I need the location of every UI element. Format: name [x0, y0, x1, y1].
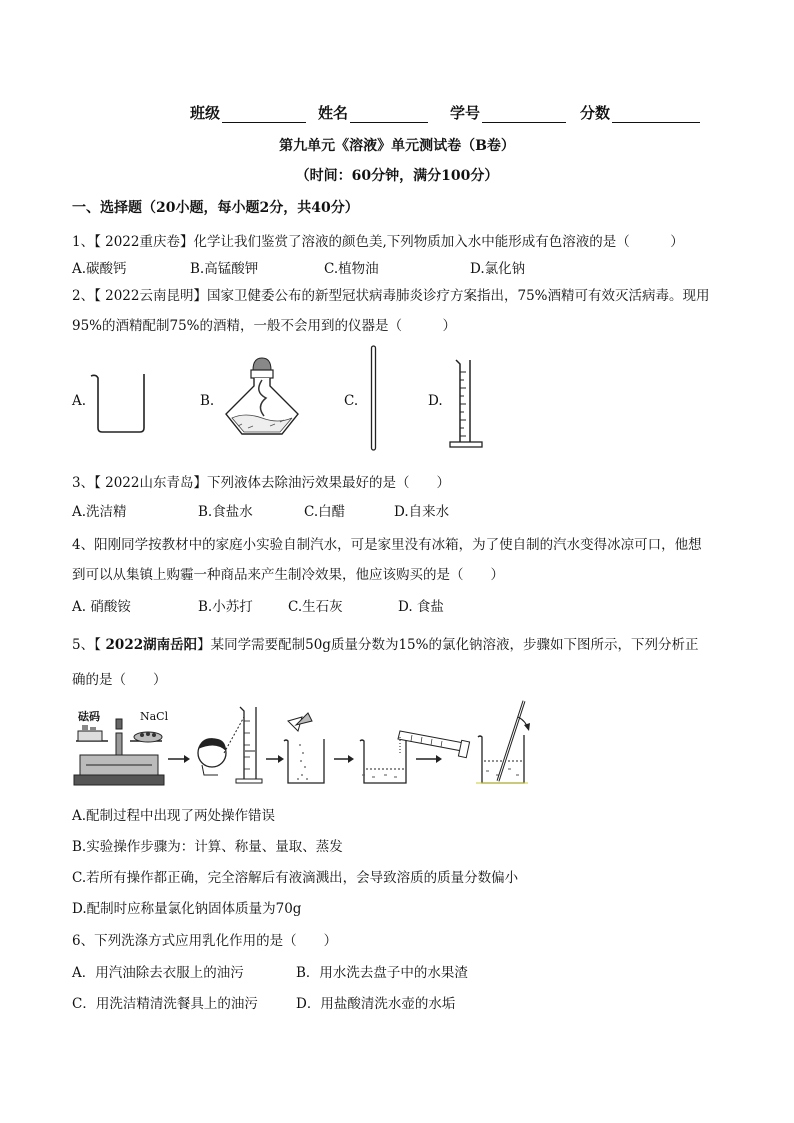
id-label: 学号	[450, 104, 481, 122]
q1-stem: 1、【 2022重庆卷】化学让我们鉴赏了溶液的颜色美,下列物质加入水中能形成有色溶液的是（ ）	[72, 234, 684, 250]
q5-option-c[interactable]: C.若所有操作都正确，完全溶解后有液滴溅出，会导致溶质的质量分数偏小	[72, 870, 519, 886]
q5-stem-text: 】某同学需要配制50g质量分数为15%的氯化钠溶液，步骤如下图所示，下列分析正	[197, 637, 699, 653]
q2-option-b[interactable]: B.	[200, 393, 215, 409]
q4-stem-line2: 到可以从集镇上购霾一种商品来产生制冷效果，他应该购买的是（ ）	[72, 567, 504, 583]
q4-option-b[interactable]: B.小苏打	[198, 599, 253, 615]
q6-stem: 6、下列洗涤方式应用乳化作用的是（ ）	[72, 933, 338, 949]
experiment-figure	[72, 695, 542, 795]
measuring-cylinder-icon	[448, 358, 492, 450]
q6-option-a[interactable]: A．用汽油除去衣服上的油污	[72, 965, 244, 981]
class-blank[interactable]	[222, 107, 306, 123]
q4-option-c[interactable]: C.生石灰	[288, 599, 343, 615]
q2-stem-line1: 2、【 2022云南昆明】国家卫健委公布的新型冠状病毒肺炎诊疗方案指出，75%酒精可有效灭活病毒。现用	[72, 288, 710, 304]
class-label: 班级	[190, 104, 221, 122]
q1-option-b[interactable]: B.高锰酸钾	[190, 261, 259, 277]
measuring-cylinder-icon	[236, 707, 262, 783]
q1-option-c[interactable]: C.植物油	[324, 261, 379, 277]
q5-option-b[interactable]: B.实验操作步骤为：计算、称量、量取、蒸发	[72, 839, 343, 855]
q2-option-c[interactable]: C.	[344, 393, 359, 409]
q5-stem-line2: 确的是（ ）	[72, 672, 167, 688]
q2-option-a[interactable]: A.	[72, 393, 87, 409]
balance-icon	[74, 719, 164, 785]
alcohol-lamp-icon	[220, 356, 300, 438]
q4-option-d[interactable]: D. 食盐	[398, 599, 444, 615]
q1-option-a[interactable]: A.碳酸钙	[72, 261, 127, 277]
q5-option-d[interactable]: D.配制时应称量氯化钠固体质量为70g	[72, 901, 302, 917]
q2-option-d[interactable]: D.	[428, 393, 443, 409]
student-info-header	[190, 102, 712, 123]
name-label: 姓名	[318, 104, 349, 122]
q3-option-d[interactable]: D.自来水	[394, 504, 450, 520]
q3-option-c[interactable]: C.白醋	[304, 504, 346, 520]
score-blank[interactable]	[612, 107, 700, 123]
section-heading: 一、选择题（20小题，每小题2分，共40分）	[72, 200, 359, 216]
score-label: 分数	[580, 104, 611, 122]
q5-stem-line1	[72, 633, 698, 653]
q5-source: 2022湖南岳阳	[100, 637, 198, 653]
q2-stem-line2: 95%的酒精配制75%的酒精，一般不会用到的仪器是（ ）	[72, 318, 457, 334]
q3-option-b[interactable]: B.食盐水	[198, 504, 253, 520]
nacl-label: NaCl	[140, 710, 169, 723]
q3-option-a[interactable]: A.洗洁精	[72, 504, 127, 520]
glass-rod-icon	[370, 345, 378, 451]
q4-stem-line1: 4、阳刚同学按教材中的家庭小实验自制汽水，可是家里没有冰箱，为了使自制的汽水变得冰凉可口，他想	[72, 537, 702, 553]
id-blank[interactable]	[482, 107, 566, 123]
beaker-icon	[88, 370, 150, 436]
pour-salt-icon	[284, 713, 324, 783]
q6-option-d[interactable]: D．用盐酸清洗水壶的水垢	[296, 996, 456, 1012]
q5-number: 5、【	[72, 637, 101, 653]
q1-option-d[interactable]: D.氯化钠	[470, 261, 526, 277]
q6-option-c[interactable]: C．用洗洁精清洗餐具上的油污	[72, 996, 258, 1012]
exam-title: 第九单元《溶液》单元测试卷（B卷）	[279, 138, 515, 154]
q5-option-a[interactable]: A.配制过程中出现了两处操作错误	[72, 808, 276, 824]
q6-option-b[interactable]: B．用水洗去盘子中的水果渣	[296, 965, 468, 981]
q4-option-a[interactable]: A. 硝酸铵	[72, 599, 131, 615]
exam-subtitle: （时间：60分钟，满分100分）	[295, 168, 499, 184]
weight-label: 砝码	[78, 710, 100, 723]
student-head-icon	[198, 717, 244, 775]
name-blank[interactable]	[350, 107, 428, 123]
stir-solution-icon	[476, 701, 530, 783]
q3-stem: 3、【 2022山东青岛】下列液体去除油污效果最好的是（ ）	[72, 475, 450, 491]
pour-water-icon	[360, 731, 470, 783]
